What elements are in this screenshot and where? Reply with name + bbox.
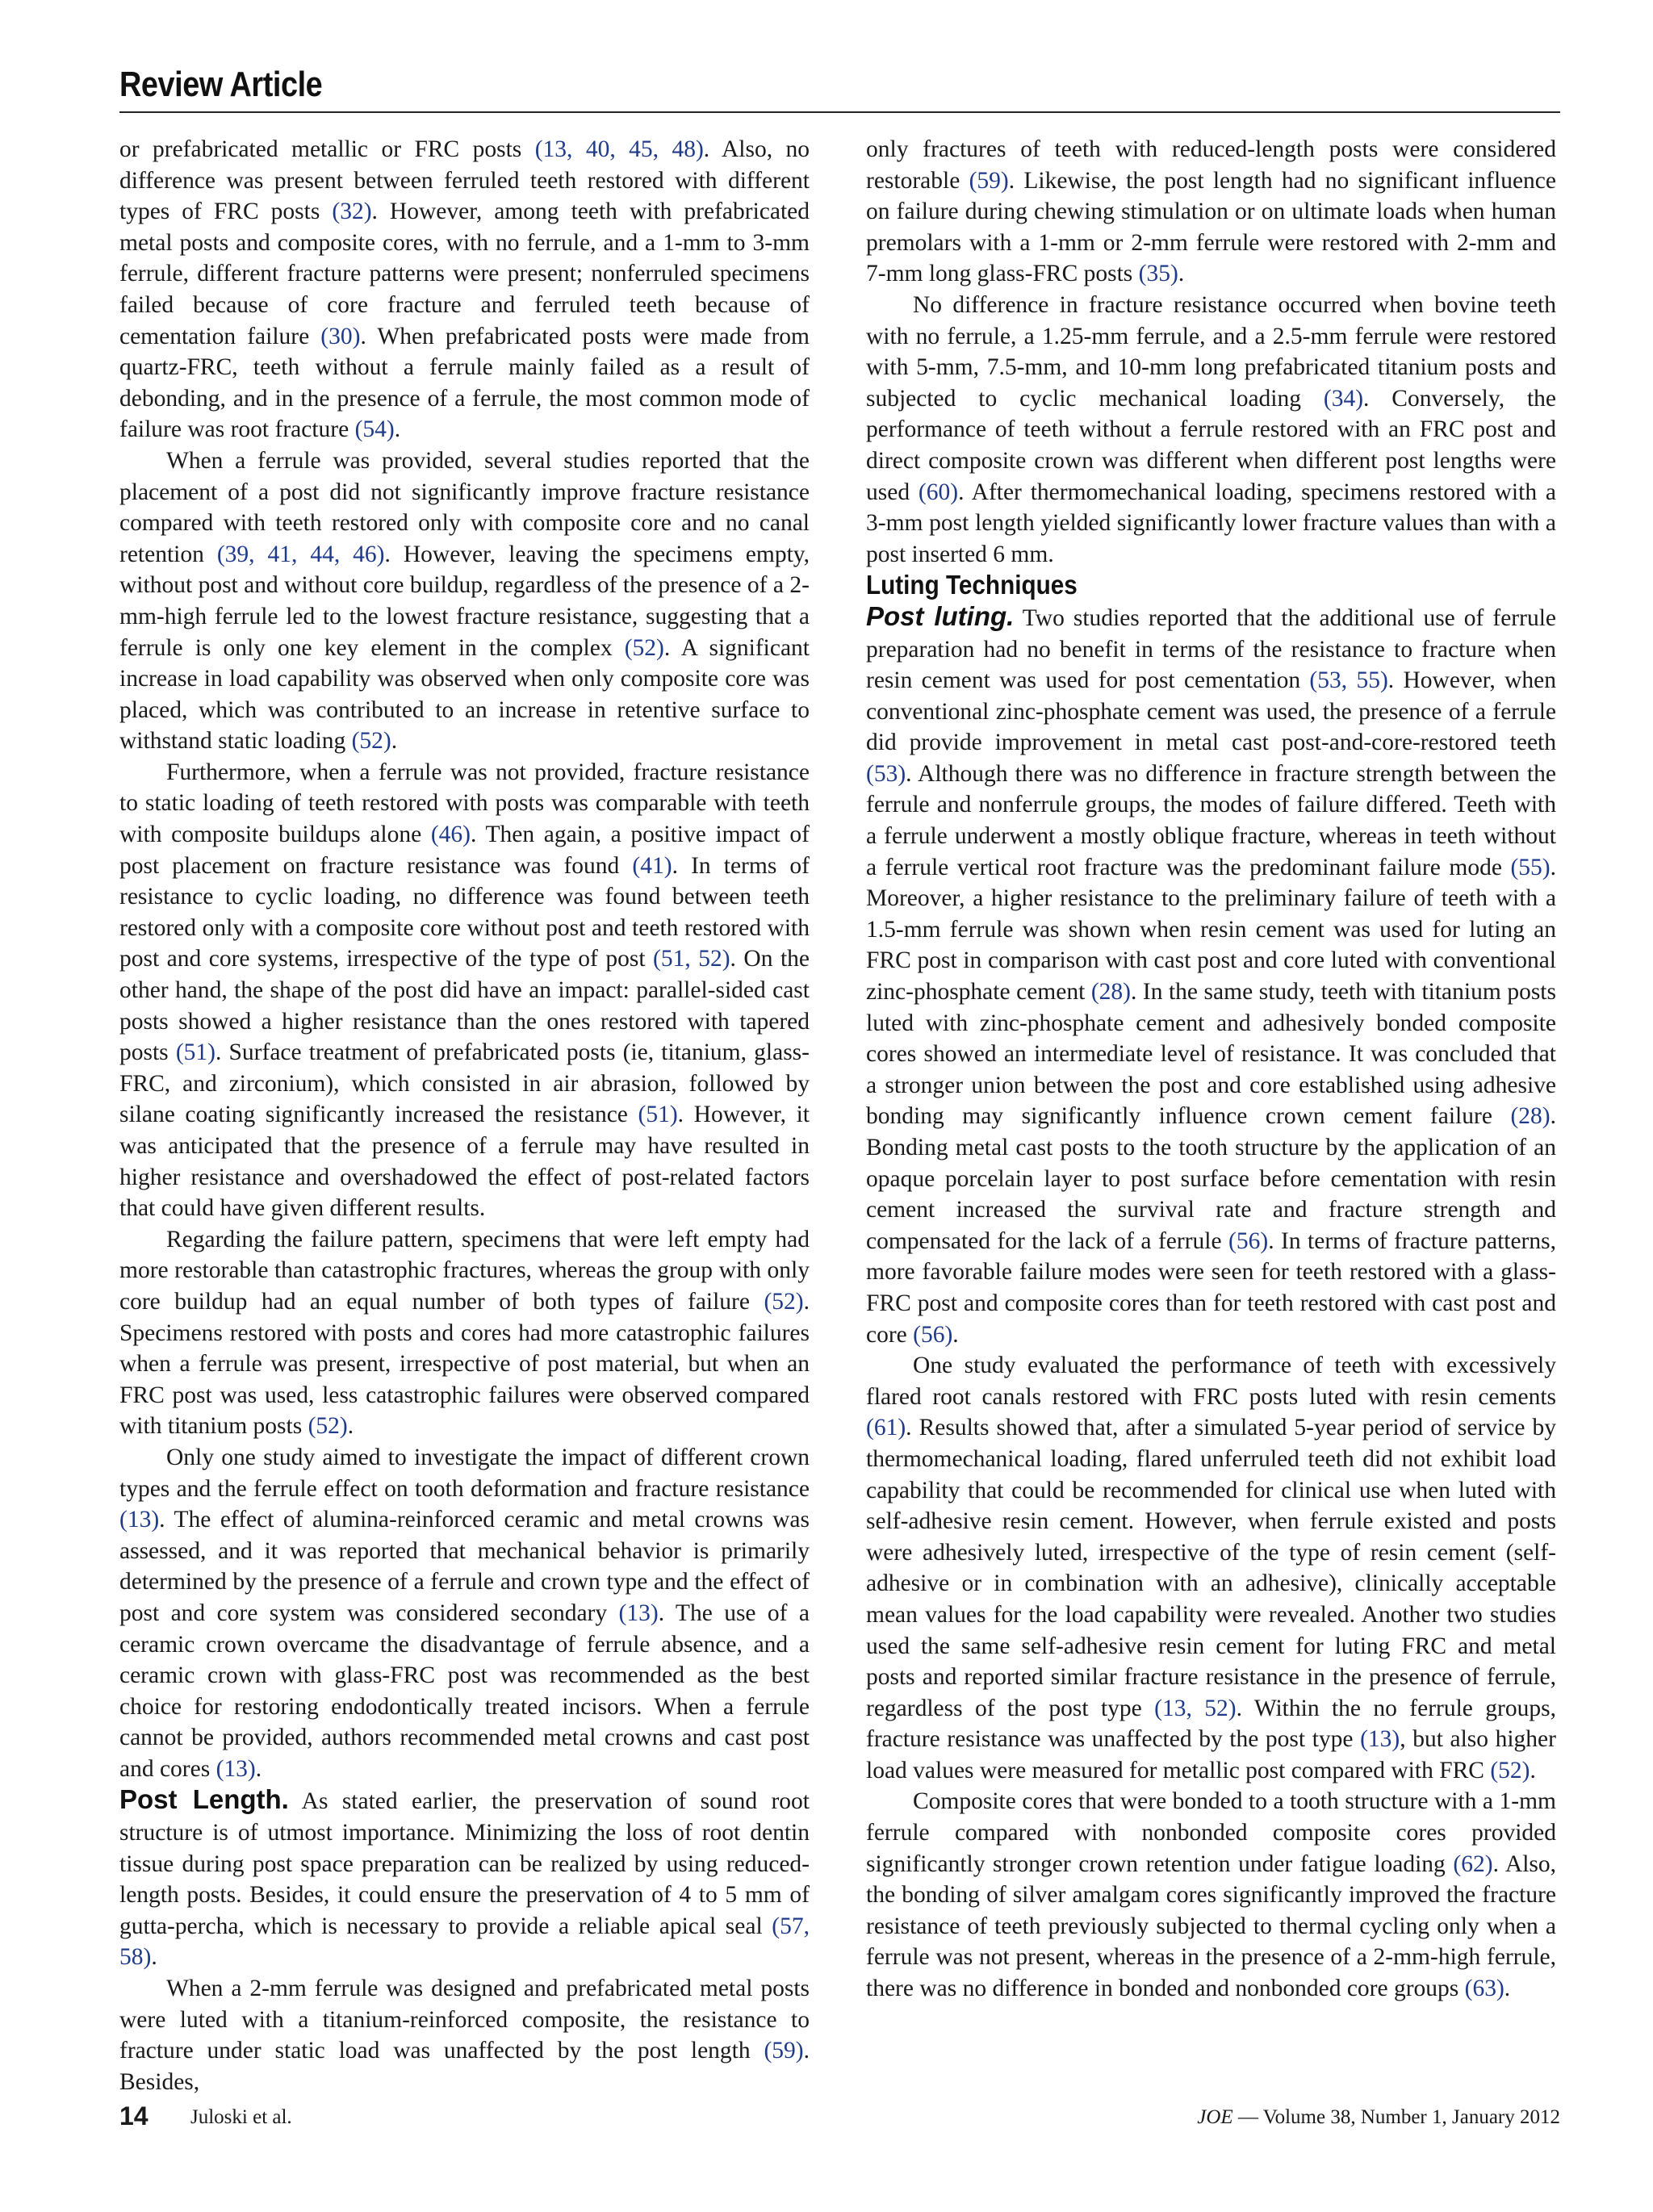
- text-run: .: [255, 1755, 262, 1782]
- inline-heading-post-length: Post Length.: [119, 1784, 289, 1815]
- citation-link[interactable]: (46): [430, 822, 471, 848]
- text-run: . A significant increase in load capability was observed when only composite core was placed, which was contributed to an increase in retentive surface to withstand static loading: [119, 634, 810, 755]
- text-run: Furthermore, when a ferrule was not provided, fracture resistance to static loading of teeth restored with posts was comparable with teeth with composite buildups alone: [119, 759, 810, 848]
- paragraph-post-length: [119, 1784, 810, 1973]
- text-run: . In terms of resistance to cyclic loading, no difference was found between teeth restored only with a composite core without post and teeth restored with post and core systems, irrespective of the type of post: [119, 852, 810, 972]
- text-run: . The effect of alumina-reinforced ceramic and metal crowns was assessed, and it was reported that mechanical behavior is primarily determined by the presence of a ferrule and crown type and the effect of post and core system was considered secondary: [119, 1507, 810, 1626]
- citation-link[interactable]: (39, 41, 44, 46): [216, 541, 385, 567]
- paragraph: [866, 134, 1556, 290]
- text-run: . The use of a ceramic crown overcame the disadvantage of ferrule absence, and a ceramic crown with glass-FRC post was recommended as the best choice for restoring endodontically treated incisors. When a ferrule cannot be provided, authors recommended metal crowns and cast post and cores: [119, 1599, 810, 1782]
- text-run: .: [1178, 261, 1185, 287]
- citation-link[interactable]: (13): [1360, 1726, 1400, 1753]
- citation-link[interactable]: (53): [866, 760, 906, 787]
- citation-link[interactable]: (56): [1228, 1227, 1269, 1254]
- text-run: .: [1530, 1757, 1536, 1783]
- text-run: .: [952, 1321, 959, 1348]
- text-run: No difference in fracture resistance occurred when bovine teeth with no ferrule, a 1.25-mm ferrule, and a 2.5-mm ferrule were restored with 5-mm, 7.5-mm, and 10-mm long prefabricated titanium posts and subjected to cyclic mechanical loading: [866, 291, 1556, 412]
- citation-link[interactable]: (13): [119, 1507, 160, 1533]
- text-run: . Within the no ferrule groups, fracture resistance was unaffected by the post type: [866, 1695, 1556, 1753]
- text-run: . Conversely, the performance of teeth without a ferrule restored with an FRC post and direct composite crown was different when different post lengths were used: [866, 385, 1556, 505]
- paragraph-body: [866, 605, 1556, 1348]
- citation-link[interactable]: (54): [354, 416, 395, 443]
- paragraph: [119, 1442, 810, 1785]
- text-run: . However, leaving the specimens empty, without post and without core buildup, regardless of the presence of a 2-mm-high ferrule led to the lowest fracture resistance, suggesting that a ferrule is only one key element in the complex: [119, 541, 810, 661]
- paragraph: [866, 290, 1556, 570]
- journal-volume: — Volume 38, Number 1, January 2012: [1232, 2106, 1560, 2128]
- citation-link[interactable]: (28): [1090, 979, 1131, 1006]
- citation-link[interactable]: (28): [1510, 1103, 1550, 1130]
- subheading-luting-techniques: Luting Techniques: [866, 570, 1078, 600]
- paragraph: [119, 134, 810, 445]
- inline-heading-post-luting: Post luting.: [866, 600, 1015, 631]
- citation-link[interactable]: (62): [1453, 1850, 1493, 1877]
- text-run: As stated earlier, the preservation of sound root structure is of utmost importance. Minimizing the loss of root dentin tissue during post space preparation can be realized by using reduced-length posts. Besides, it could ensure the preservation of 4 to 5 mm of gutta-percha, which is necessary to provide a reliable apical seal: [119, 1788, 810, 1939]
- citation-link[interactable]: (13): [618, 1599, 659, 1626]
- text-run: . Likewise, the post length had no significant influence on failure during chewing stimulation or on ultimate loads when human premolars with a 1-mm or 2-mm ferrule were restored with 2-mm and 7-mm long glass-FRC posts: [866, 167, 1556, 287]
- page-header: [119, 63, 1560, 113]
- paragraph: [119, 757, 810, 1224]
- text-run: . Bonding metal cast posts to the tooth structure by the application of an opaque porcelain layer to post surface before cementation with resin cement increased the survival rate and fracture strength and compensated for the lack of a ferrule: [866, 1103, 1556, 1254]
- citation-link[interactable]: (13, 40, 45, 48): [534, 136, 704, 162]
- citation-link[interactable]: (13, 52): [1154, 1695, 1237, 1721]
- citation-link[interactable]: (51): [638, 1102, 678, 1128]
- journal-abbrev: JOE: [1197, 2106, 1233, 2128]
- text-run: . Surface treatment of prefabricated posts (ie, titanium, glass-FRC, and zirconium), which consisted in air abrasion, followed by silane coating significantly increased the resistance: [119, 1039, 810, 1128]
- text-run: . Moreover, a higher resistance to the preliminary failure of teeth with a 1.5-mm ferrule was shown when resin cement was used for luting an FRC post in comparison with cast post and core luted with conventional zinc-phosphate cement: [866, 854, 1556, 1006]
- citation-link[interactable]: (32): [332, 199, 372, 225]
- citation-link[interactable]: (61): [866, 1415, 906, 1441]
- page-footer: [119, 2101, 1560, 2134]
- text-run: . When prefabricated posts were made from quartz-FRC, teeth without a ferrule mainly failed as a result of debonding, and in the presence of a ferrule, the most common mode of failure was root fracture: [119, 323, 810, 443]
- citation-link[interactable]: (63): [1464, 1976, 1504, 2002]
- text-run: . However, among teeth with prefabricated metal posts and composite cores, with no ferrule, and a 1-mm to 3-mm ferrule, different fracture patterns were present; nonferruled specimens failed because of core fracture and ferruled teeth because of cementation failure: [119, 199, 810, 349]
- text-run: . In the same study, teeth with titanium posts luted with zinc-phosphate cement and adhesively bonded composite cores showed an intermediate level of resistance. It was concluded that a stronger union between the post and core established using adhesive bonding may significantly influence crown cement failure: [866, 979, 1556, 1130]
- text-run: .: [1504, 1976, 1511, 2002]
- citation-link[interactable]: (52): [351, 728, 391, 755]
- right-column: [866, 134, 1556, 2005]
- citation-link[interactable]: (56): [913, 1321, 953, 1348]
- citation-link[interactable]: (52): [308, 1413, 348, 1440]
- text-run: Two studies reported that the additional use of ferrule preparation had no benefit in terms of the resistance to fracture when resin cement was used for post cementation: [866, 604, 1556, 694]
- paragraph: [119, 445, 810, 757]
- citation-link[interactable]: (59): [764, 2038, 804, 2064]
- text-run: . Besides,: [119, 2038, 810, 2095]
- text-run: Composite cores that were bonded to a tooth structure with a 1-mm ferrule compared with nonbonded composite cores provided significantly stronger crown retention under fatigue loading: [866, 1788, 1556, 1877]
- section-title: Review Article: [119, 65, 323, 104]
- citation-link[interactable]: (34): [1323, 385, 1364, 412]
- citation-link[interactable]: (57, 58): [119, 1913, 810, 1971]
- text-run: One study evaluated the performance of teeth with excessively flared root canals restored with FRC posts luted with resin cements: [866, 1353, 1556, 1410]
- text-run: .: [394, 416, 401, 443]
- text-run: . However, when conventional zinc-phosphate cement was used, the presence of a ferrule did provide improvement in metal cast post-and-core-restored teeth: [866, 667, 1556, 756]
- citation-link[interactable]: (51, 52): [653, 946, 730, 972]
- citation-link[interactable]: (55): [1510, 854, 1550, 880]
- journal-citation: [1197, 2106, 1560, 2129]
- text-run: . Although there was no difference in fracture strength between the ferrule and nonferrule groups, the modes of failure differed. Teeth with a ferrule underwent a mostly oblique fracture, whereas in teeth without a ferrule vertical root fracture was the predominant failure mode: [866, 760, 1556, 880]
- citation-link[interactable]: (30): [320, 323, 361, 349]
- text-run: When a 2-mm ferrule was designed and prefabricated metal posts were luted with a titanium-reinforced composite, the resistance to fracture under static load was unaffected by the post length: [119, 1976, 810, 2064]
- citation-link[interactable]: (53, 55): [1309, 667, 1388, 694]
- left-column: [119, 134, 810, 2097]
- paragraph: [866, 1350, 1556, 1786]
- citation-link[interactable]: (41): [632, 852, 672, 879]
- text-run: . Specimens restored with posts and cores had more catastrophic failures when a ferrule was present, irrespective of post material, but when an FRC post was used, less catastrophic failures were observed compared with titanium posts: [119, 1288, 810, 1440]
- text-run: , but also higher load values were measured for metallic post compared with FRC: [866, 1726, 1556, 1783]
- citation-link[interactable]: (35): [1138, 261, 1178, 287]
- text-run: . In terms of fracture patterns, more favorable failure modes were seen for teeth restored with a glass-FRC post and composite cores than for teeth restored with cast post and core: [866, 1227, 1556, 1348]
- text-run: Regarding the failure pattern, specimens that were left empty had more restorable than catastrophic fractures, whereas the group with only core buildup had an equal number of both types of failure: [119, 1226, 810, 1315]
- text-run: . Then again, a positive impact of post placement on fracture resistance was found: [119, 822, 810, 879]
- paragraph-post-luting: [866, 601, 1556, 1350]
- text-run: . Also, no difference was present between ferruled teeth restored with different types of FRC posts: [119, 136, 810, 225]
- text-run: . After thermomechanical loading, specimens restored with a 3-mm post length yielded significantly lower fracture values than with a post inserted 6 mm.: [866, 479, 1556, 567]
- citation-link[interactable]: (60): [918, 479, 959, 505]
- running-authors: Juloski et al.: [190, 2106, 292, 2128]
- text-run: . Also, the bonding of silver amalgam cores significantly improved the fracture resistance of teeth previously subjected to thermal cycling only when a ferrule was not present, whereas in the presence of a 2-mm-high ferrule, there was no difference in bonded and nonbonded core groups: [866, 1850, 1557, 2002]
- text-run: Only one study aimed to investigate the impact of different crown types and the ferrule effect on tooth deformation and fracture resistance: [119, 1444, 810, 1502]
- text-run: .: [347, 1413, 354, 1440]
- citation-link[interactable]: (51): [175, 1039, 216, 1066]
- text-run: . However, it was anticipated that the presence of a ferrule may have resulted in higher resistance and overshadowed the effect of post-related factors that could have given different results.: [119, 1102, 810, 1222]
- text-run: When a ferrule was provided, several studies reported that the placement of a post did not significantly improve fracture resistance compared with teeth restored only with composite core and no canal retention: [119, 447, 810, 567]
- citation-link[interactable]: (52): [764, 1288, 804, 1315]
- citation-link[interactable]: (59): [969, 167, 1009, 194]
- citation-link[interactable]: (13): [216, 1755, 256, 1782]
- text-run: . Results showed that, after a simulated 5-year period of service by thermomechanical loading, flared unferruled teeth did not exhibit load capability that could be recommended for clinical use when luted with self-adhesive resin cement. However, when ferrule existed and posts were adhesively luted, irrespective of the type of resin cement (self-adhesive or in combination with an adhesive), clinically acceptable mean values for the load capability were revealed. Another two studies used the same self-adhesive resin cement for luting FRC and metal posts and reported similar fracture resistance in the presence of ferrule, regardless of the post type: [866, 1415, 1556, 1721]
- paragraph: [119, 1973, 810, 2097]
- text-run: or prefabricated metallic or FRC posts: [119, 136, 535, 162]
- text-run: .: [151, 1944, 157, 1971]
- citation-link[interactable]: (52): [1490, 1757, 1530, 1783]
- paragraph: [866, 1786, 1556, 2004]
- text-run: .: [391, 728, 398, 755]
- text-run: . On the other hand, the shape of the post did have an impact: parallel-sided cast posts showed a higher resistance than the ones restored with tapered posts: [119, 946, 810, 1066]
- paragraph-body: [119, 1788, 810, 1970]
- text-run: only fractures of teeth with reduced-length posts were considered restorable: [866, 136, 1556, 194]
- page-number: 14: [119, 2101, 149, 2130]
- paragraph: [119, 1224, 810, 1442]
- citation-link[interactable]: (52): [624, 634, 664, 661]
